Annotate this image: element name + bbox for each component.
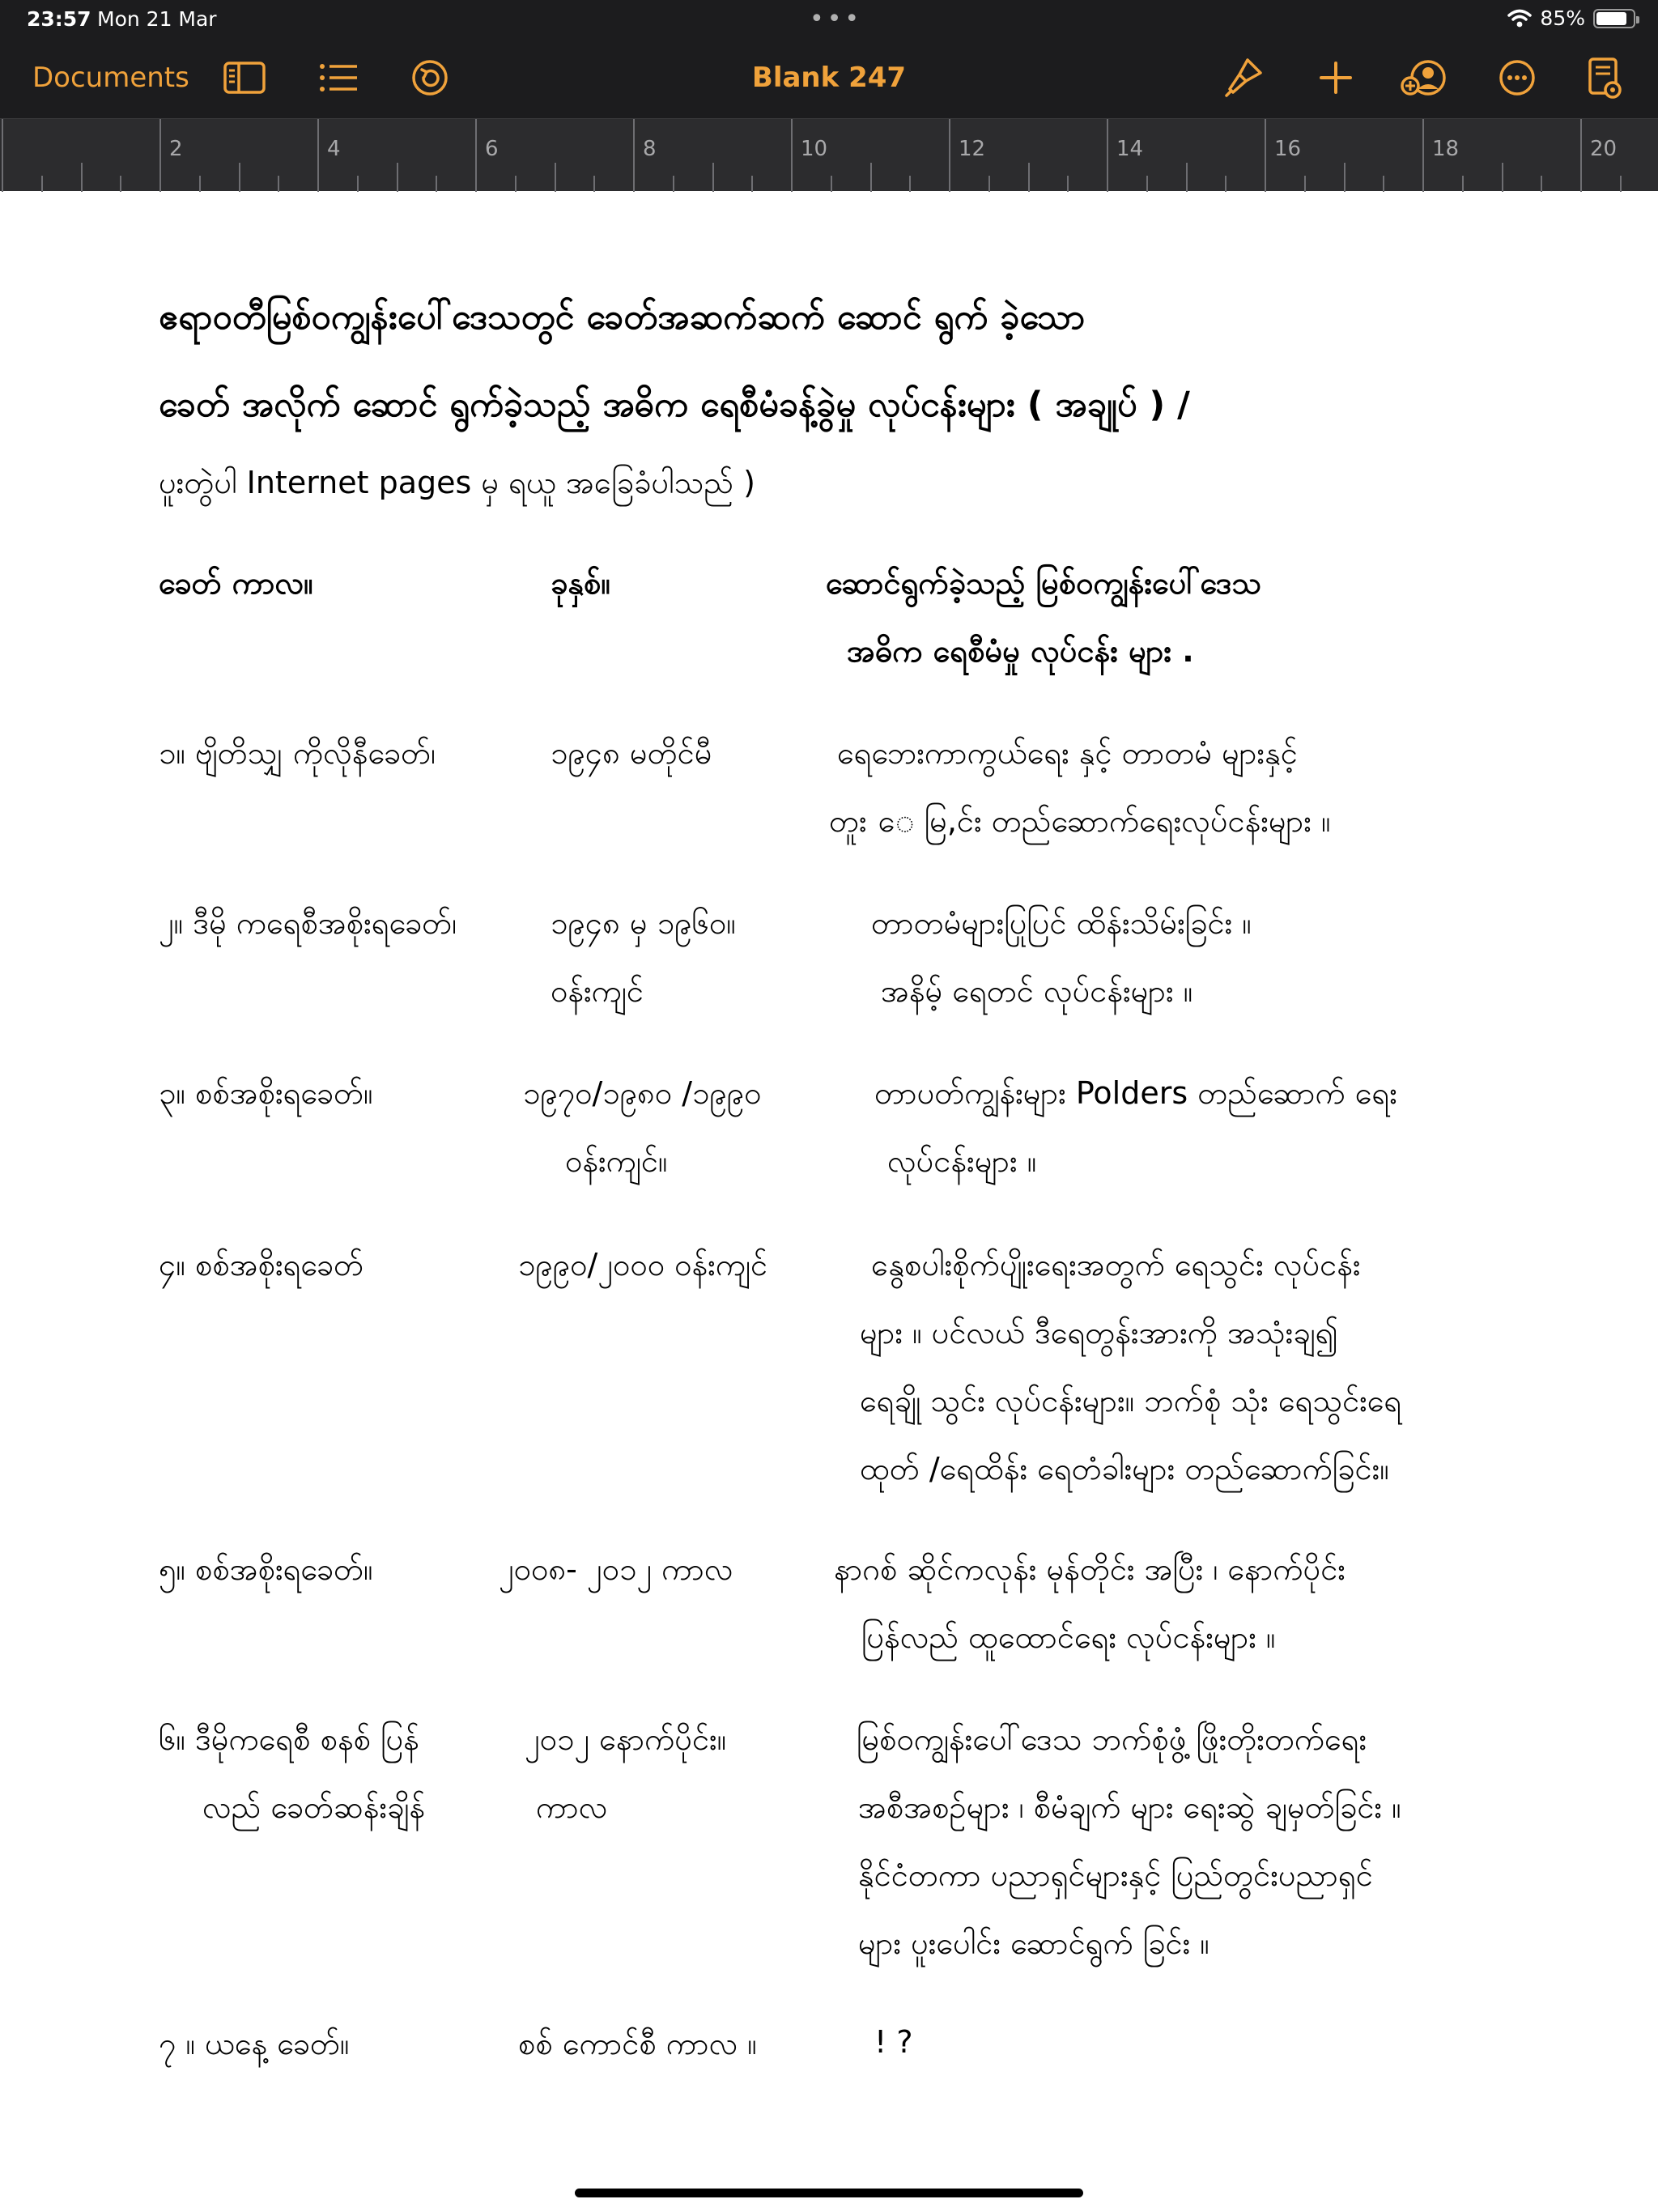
format-brush-icon[interactable]	[1221, 55, 1266, 100]
row-3-work-2: လုပ်ငန်းများ ။	[887, 1143, 1037, 1179]
row-2-year-2: ဝန်းကျင်	[551, 973, 644, 1009]
row-2-era: ၂။ ဒီမို ကရေစီအစိုးရခေတ်၊	[159, 905, 457, 941]
row-6-year-2: ကာလ	[536, 1789, 608, 1825]
ruler-tick	[475, 119, 477, 192]
ruler-tick	[1067, 176, 1069, 192]
header-work-line-1: ဆောင်ရွက်ခဲ့သည့် မြစ်ဝကျွန်းပေါ်ဒေသ	[826, 565, 1262, 601]
ruler-tick	[515, 176, 517, 192]
ruler-tick	[712, 163, 714, 192]
row-2-work-1: တာတမံများပြုပြင် ထိန်းသိမ်းခြင်း ။	[871, 905, 1252, 941]
ruler-tick	[1028, 163, 1030, 192]
row-7-year: စစ် ကောင်စီ ကာလ ။	[518, 2026, 757, 2061]
ruler-tick	[239, 163, 240, 192]
row-6-work-1: မြစ်ဝကျွန်းပေါ်ဒေသ ဘက်စုံဖွံ့ ဖြိုးတိုးတက်ရေး	[857, 1721, 1367, 1757]
app-chrome	[0, 0, 1658, 191]
ruler[interactable]	[0, 118, 1658, 191]
ruler-tick	[1304, 176, 1306, 192]
wifi-icon	[1507, 9, 1532, 28]
row-6-work-3: နိုင်ငံတကာ ပညာရှင်များနှင့် ပြည်တွင်းပညာရှင်	[858, 1857, 1373, 1893]
row-3-year-1: ၁၉၇၀/၁၉၈၀ /၁၉၉၀	[523, 1075, 762, 1111]
row-1-year: ၁၉၄၈ မတိုင်မီ	[551, 735, 712, 771]
row-6-year-1: ၂၀၁၂ နောက်ပိုင်း။	[525, 1721, 727, 1757]
toolbar	[0, 37, 1658, 118]
row-7-work: ! ?	[874, 2024, 913, 2060]
ruler-tick	[1502, 163, 1503, 192]
ruler-tick	[1383, 176, 1384, 192]
document-title[interactable]: Blank 247	[751, 62, 907, 94]
ruler-tick	[1580, 119, 1582, 192]
ruler-tick	[397, 163, 398, 192]
title-line-1: ဧရာဝတီမြစ်ဝကျွန်းပေါ်ဒေသတွင် ခေတ်အဆက်ဆက် ဆောင် ရွက် ခဲ့သော	[159, 297, 1086, 338]
document-setup-icon[interactable]	[1582, 55, 1627, 100]
documents-button[interactable]: Documents	[32, 62, 189, 94]
multitasking-dots-icon[interactable]: •••	[810, 5, 863, 33]
ruler-tick	[1265, 119, 1266, 192]
battery-percent: 85%	[1540, 6, 1585, 30]
row-4-year: ၁၉၉၀/၂၀၀၀ ဝန်းကျင်	[518, 1247, 768, 1283]
ruler-tick	[988, 176, 990, 192]
ruler-label: 20	[1590, 137, 1618, 161]
title-line-2: ခေတ် အလိုက် ဆောင် ရွက်ခဲ့သည့် အဓိက ရေစီမံခန့်ခွဲမှု လုပ်ငန်းများ ( အချုပ် ) /	[159, 385, 1190, 425]
ruler-tick	[81, 163, 83, 192]
source-line: ပူးတွဲပါ Internet pages မှ ရယူ အခြေခံပါသည် )	[159, 465, 755, 500]
header-work-line-2: အဓိက ရေစီမံမှု လုပ်ငန်း များ .	[847, 633, 1194, 669]
row-4-work-1: နွေစပါးစိုက်ပျိုးရေးအတွက် ရေသွင်း လုပ်ငန်း	[871, 1247, 1361, 1283]
ruler-tick	[41, 176, 43, 192]
status-right	[1507, 6, 1635, 30]
row-5-work-1: နာဂစ် ဆိုင်ကလုန်း မုန်တိုင်း အပြီး ၊ နောက်ပိုင်း	[834, 1551, 1346, 1587]
ruler-tick	[1541, 176, 1542, 192]
row-6-work-4: များ ပူးပေါင်း ဆောင်ရွက် ခြင်း ။	[858, 1925, 1209, 1961]
row-3-year-2: ဝန်းကျင်။	[565, 1143, 668, 1179]
battery-fill	[1596, 12, 1626, 25]
ruler-tick	[633, 119, 635, 192]
ruler-label: 8	[643, 137, 657, 161]
ruler-tick	[120, 176, 121, 192]
ruler-label: 16	[1274, 137, 1302, 161]
ruler-tick	[1225, 176, 1226, 192]
home-indicator[interactable]	[575, 2189, 1083, 2197]
ruler-tick	[1620, 176, 1622, 192]
row-7-era: ၇ ။ ယနေ့ ခေတ်။	[159, 2026, 350, 2061]
ruler-label: 2	[169, 137, 183, 161]
ruler-tick	[317, 119, 319, 192]
collaborate-icon[interactable]	[1401, 55, 1446, 100]
ruler-label: 18	[1432, 137, 1460, 161]
ruler-tick	[593, 176, 595, 192]
ruler-tick	[555, 163, 556, 192]
battery-icon	[1593, 9, 1635, 28]
row-1-work-2: တူး ေ မြ,င်း တည်ဆောက်ရေးလုပ်ငန်းများ ။	[829, 803, 1331, 839]
ruler-tick	[1462, 176, 1464, 192]
ruler-tick	[436, 176, 437, 192]
row-5-era: ၅။ စစ်အစိုးရခေတ်။	[159, 1551, 373, 1587]
row-1-work-1: ရေဘေးကာကွယ်ရေး နှင့် တာတမံ များနှင့်	[837, 735, 1298, 771]
header-era: ခေတ် ကာလ။	[159, 565, 313, 601]
row-6-era-1: ၆။ ဒီမိုကရေစီ စနစ် ပြန်	[159, 1721, 419, 1757]
ruler-tick	[1344, 163, 1346, 192]
ruler-tick	[1422, 119, 1424, 192]
row-4-work-4: ထုတ် /ရေထိန်း ရေတံခါးများ တည်ဆောက်ခြင်း။	[860, 1451, 1389, 1487]
ruler-label: 12	[959, 137, 986, 161]
row-6-work-2: အစီအစဉ်များ ၊ စီမံချက် များ ရေးဆွဲ ချမှတ်ခြင်း ။	[858, 1789, 1401, 1825]
add-icon[interactable]	[1313, 55, 1358, 100]
row-4-era: ၄။ စစ်အစိုးရခေတ်	[159, 1247, 363, 1283]
status-time: 23:57	[27, 7, 91, 31]
ruler-tick	[870, 163, 872, 192]
status-date: Mon 21 Mar	[97, 7, 217, 31]
ruler-tick	[791, 119, 793, 192]
ruler-tick	[673, 176, 674, 192]
more-icon[interactable]	[1494, 55, 1540, 100]
row-2-year-1: ၁၉၄၈ မှ ၁၉၆၀။	[551, 905, 736, 941]
ruler-tick	[199, 176, 201, 192]
ruler-tick	[2, 119, 3, 192]
ruler-tick	[1186, 163, 1188, 192]
ruler-tick	[159, 119, 161, 192]
row-4-work-3: ရေချို သွင်း လုပ်ငန်းများ။ ဘက်စုံ သုံး ရေသွင်းရေ	[860, 1383, 1402, 1419]
ruler-tick	[357, 176, 359, 192]
header-year: ခုနှစ်။	[551, 565, 610, 601]
ruler-label: 14	[1116, 137, 1144, 161]
row-3-work-1: တာပတ်ကျွန်းများ Polders တည်ဆောက် ရေး	[874, 1075, 1397, 1111]
status-bar	[0, 0, 1658, 37]
row-4-work-2: များ ။ ပင်လယ် ဒီရေတွန်းအားကို အသုံးချ၍	[860, 1315, 1339, 1351]
ruler-tick	[831, 176, 832, 192]
ruler-tick	[278, 176, 279, 192]
ruler-tick	[909, 176, 911, 192]
ruler-tick	[949, 119, 950, 192]
row-5-year: ၂၀၀၈- ၂၀၁၂ ကာလ	[499, 1551, 733, 1587]
ruler-tick	[1146, 176, 1148, 192]
row-1-era: ၁။ ဗျိတိသျှ ကိုလိုနီခေတ်၊	[159, 735, 436, 771]
row-2-work-2: အနိမ့် ရေတင် လုပ်ငန်းများ ။	[881, 973, 1193, 1009]
row-5-work-2: ပြန်လည် ထူထောင်ရေး လုပ်ငန်းများ ။	[861, 1619, 1276, 1655]
row-3-era: ၃။ စစ်အစိုးရခေတ်။	[159, 1075, 373, 1111]
ruler-tick	[751, 176, 753, 192]
row-6-era-2: လည် ခေတ်ဆန်းချိန်	[202, 1789, 426, 1825]
document-page[interactable]	[0, 191, 1658, 2212]
ruler-label: 6	[485, 137, 499, 161]
ruler-tick	[1107, 119, 1108, 192]
ruler-label: 10	[801, 137, 828, 161]
ruler-label: 4	[327, 137, 341, 161]
